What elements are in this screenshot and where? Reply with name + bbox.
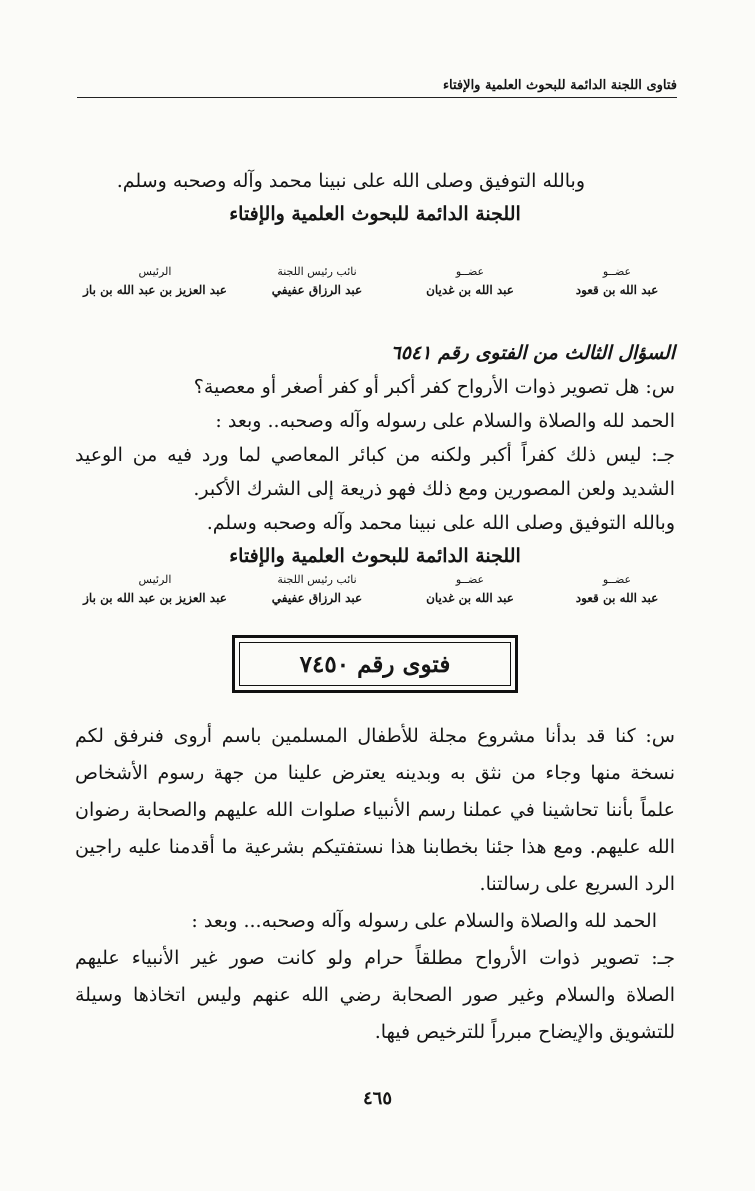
question-line: س: كنا قد بدأنا مشروع مجلة للأطفال المسلمين باسم أروى فنرفق لكم bbox=[75, 725, 675, 747]
question-text: س: هل تصوير ذوات الأرواح كفر أكبر أو كفر أصغر أو معصية؟ bbox=[193, 376, 675, 398]
signature-vice-chair: نائب رئيس اللجنة عبد الرزاق عفيفي bbox=[271, 573, 363, 605]
answer-line: الشديد ولعن المصورين ومع ذلك فهو ذريعة إلى الشرك الأكبر. bbox=[193, 478, 675, 500]
question-title: السؤال الثالث من الفتوى رقم ٦٥٤١ bbox=[390, 342, 675, 364]
signature-row-1 bbox=[77, 264, 677, 308]
page-number: ٤٦٥ bbox=[362, 1088, 392, 1109]
question-line: علماً بأننا تحاشينا في عملنا رسم الأنبياء صلوات الله عليهم والصحابة رضوان bbox=[75, 799, 675, 821]
signature-row-2 bbox=[77, 572, 677, 616]
question-line: الرد السريع على رسالتنا. bbox=[479, 873, 675, 895]
closing-line: وبالله التوفيق وصلى الله على نبينا محمد وآله وصحبه وسلم. bbox=[206, 512, 675, 534]
question3-block bbox=[75, 336, 675, 572]
running-header-title: فتاوى اللجنة الدائمة للبحوث العلمية والإفتاء bbox=[442, 78, 677, 93]
signature-chairman: الرئيس عبد العزيز بن عبد الله بن باز bbox=[83, 573, 227, 605]
running-header bbox=[77, 74, 677, 98]
signature-member-2: عضــو عبد الله بن غديان bbox=[426, 573, 514, 605]
signature-vice-chair: نائب رئيس اللجنة عبد الرزاق عفيفي bbox=[271, 265, 363, 297]
committee-name: اللجنة الدائمة للبحوث العلمية والإفتاء bbox=[229, 203, 521, 225]
answer-line: جـ: تصوير ذوات الأرواح مطلقاً حرام ولو كانت صور غير الأنبياء عليهم bbox=[75, 947, 675, 969]
signature-member-1: عضــو عبد الله بن قعود bbox=[575, 265, 659, 297]
signature-member-2: عضــو عبد الله بن غديان bbox=[426, 265, 514, 297]
fatwa-title-box bbox=[232, 635, 518, 693]
signature-member-1: عضــو عبد الله بن قعود bbox=[575, 573, 659, 605]
praise-line: الحمد لله والصلاة والسلام على رسوله وآله وصحبه... وبعد : bbox=[191, 910, 657, 932]
question-line: نسخة منها وجاء من نثق به وبدينه يعترض علينا من جهة رسوم الأشخاص bbox=[75, 762, 675, 784]
header-rule bbox=[77, 97, 677, 98]
answer-line: جـ: ليس ذلك كفراً أكبر ولكنه من كبائر المعاصي لما ورد فيه من الوعيد bbox=[75, 444, 675, 466]
answer-line: الصلاة والسلام وغير صور الصحابة رضي الله عنهم وليس اتخاذها وسيلة bbox=[75, 984, 675, 1006]
fatwa-body bbox=[75, 718, 675, 1051]
praise-line: الحمد لله والصلاة والسلام على رسوله وآله وصحبه.. وبعد : bbox=[215, 410, 675, 432]
committee-name: اللجنة الدائمة للبحوث العلمية والإفتاء bbox=[229, 545, 521, 567]
answer-line: للتشويق والإيضاح مبرراً للترخيص فيها. bbox=[374, 1021, 675, 1043]
section1-closing-block bbox=[75, 164, 675, 230]
question-line: الله عليهم. ومع هذا جئنا بخطابنا هذا نستفتيكم بشرعية ما أقدمنا عليه راجين bbox=[75, 836, 675, 858]
closing-line: وبالله التوفيق وصلى الله على نبينا محمد وآله وصحبه وسلم. bbox=[116, 170, 585, 192]
fatwa-title: فتوى رقم ٧٤٥٠ bbox=[239, 642, 511, 686]
signature-chairman: الرئيس عبد العزيز بن عبد الله بن باز bbox=[83, 265, 227, 297]
